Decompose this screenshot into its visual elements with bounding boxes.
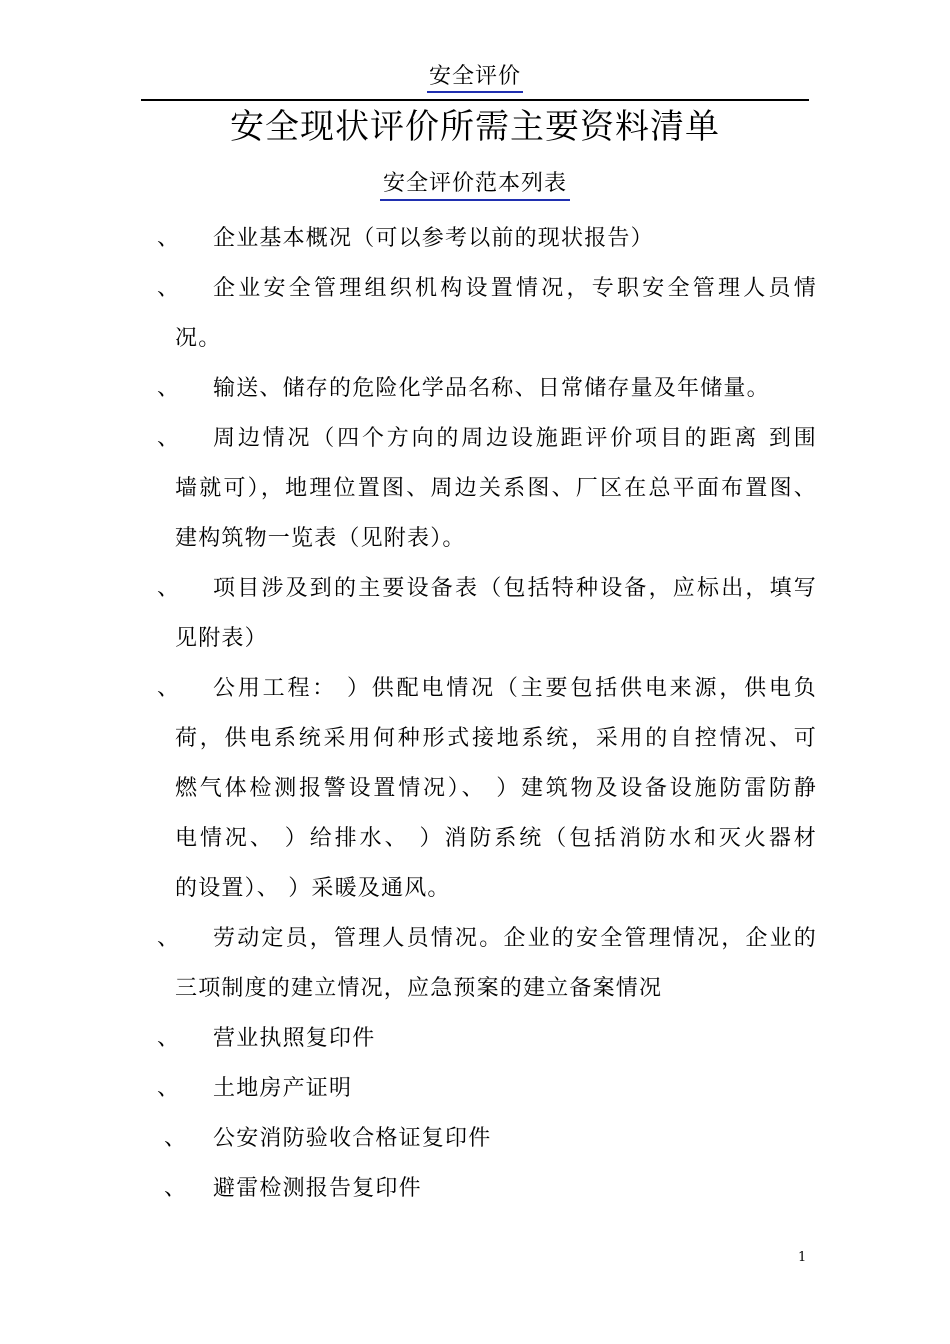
list-item-text — [175, 664, 817, 914]
subtitle-link-text[interactable]: 安全评价范本列表 — [380, 171, 570, 201]
list-bullet: 、 — [157, 276, 180, 301]
list-item-line: 输送、储存的危险化学品名称、日常储存量及年储量。 — [213, 376, 770, 401]
list-bullet: 、 — [157, 1076, 180, 1101]
list-item-line: 项目涉及到的主要设备表（包括特种设备，应标出，填写 — [213, 576, 817, 601]
list-item-line: 荷，供电系统采用何种形式接地系统，采用的自控情况、可 — [175, 726, 817, 751]
list-item-text — [213, 1014, 817, 1064]
header-rule — [141, 99, 809, 101]
list-bullet: 、 — [157, 376, 180, 401]
list-item — [157, 1114, 817, 1164]
list-item-line: 土地房产证明 — [213, 1076, 353, 1101]
list-item-line: 营业执照复印件 — [213, 1026, 376, 1051]
list-item — [157, 214, 817, 264]
checklist — [157, 214, 817, 1214]
header-link[interactable] — [0, 62, 950, 92]
list-item-text — [213, 214, 817, 264]
list-item-line: 企业基本概况（可以参考以前的现状报告） — [213, 226, 654, 251]
page-number: 1 — [798, 1250, 807, 1265]
list-bullet: 、 — [157, 576, 180, 601]
list-item — [157, 1164, 817, 1214]
list-bullet: 、 — [157, 1026, 180, 1051]
list-item-line: 见附表） — [175, 626, 268, 651]
list-item — [157, 914, 817, 1014]
list-item — [157, 1064, 817, 1114]
list-item-line: 公安消防验收合格证复印件 — [213, 1126, 492, 1151]
list-item-line: 燃气体检测报警设置情况）、 ）建筑物及设备设施防雷防静 — [175, 776, 817, 801]
list-item — [157, 364, 817, 414]
list-item — [157, 264, 817, 364]
list-item-text — [175, 414, 817, 564]
list-item-text — [213, 1114, 817, 1164]
list-item-line: 墙就可），地理位置图、周边关系图、厂区在总平面布置图、 — [175, 476, 817, 501]
list-bullet: 、 — [157, 1176, 186, 1201]
list-bullet: 、 — [157, 676, 180, 701]
list-item-text — [213, 364, 817, 414]
list-bullet: 、 — [157, 426, 180, 451]
list-item — [157, 1014, 817, 1064]
header-link-text[interactable]: 安全评价 — [427, 64, 523, 93]
list-item-text — [175, 264, 817, 364]
list-item-line: 周边情况（四个方向的周边设施距评价项目的距离 到围 — [213, 426, 817, 451]
list-item — [157, 414, 817, 564]
list-item-line: 公用工程： ）供配电情况（主要包括供电来源，供电负 — [213, 676, 817, 701]
list-bullet: 、 — [157, 926, 180, 951]
list-item-line: 劳动定员，管理人员情况。企业的安全管理情况，企业的 — [213, 926, 817, 951]
list-bullet: 、 — [157, 1126, 186, 1151]
subtitle-link[interactable] — [0, 168, 950, 200]
list-item-text — [175, 914, 817, 1014]
list-item-line: 的设置）、 ）采暖及通风。 — [175, 876, 451, 901]
list-item — [157, 664, 817, 914]
list-item — [157, 564, 817, 664]
list-item-line: 电情况、 ）给排水、 ）消防系统（包括消防水和灭火器材 — [175, 826, 817, 851]
list-item-line: 三项制度的建立情况，应急预案的建立备案情况 — [175, 976, 663, 1001]
list-item-text — [213, 1064, 817, 1114]
list-bullet: 、 — [157, 226, 180, 251]
list-item-line: 况。 — [175, 326, 222, 351]
list-item-line: 企业安全管理组织机构设置情况，专职安全管理人员情 — [213, 276, 817, 301]
document-title: 安全现状评价所需主要资料清单 — [230, 107, 720, 147]
list-item-line: 建构筑物一览表（见附表）。 — [175, 526, 466, 551]
list-item-text — [175, 564, 817, 664]
list-item-line: 避雷检测报告复印件 — [213, 1176, 422, 1201]
list-item-text — [213, 1164, 817, 1214]
